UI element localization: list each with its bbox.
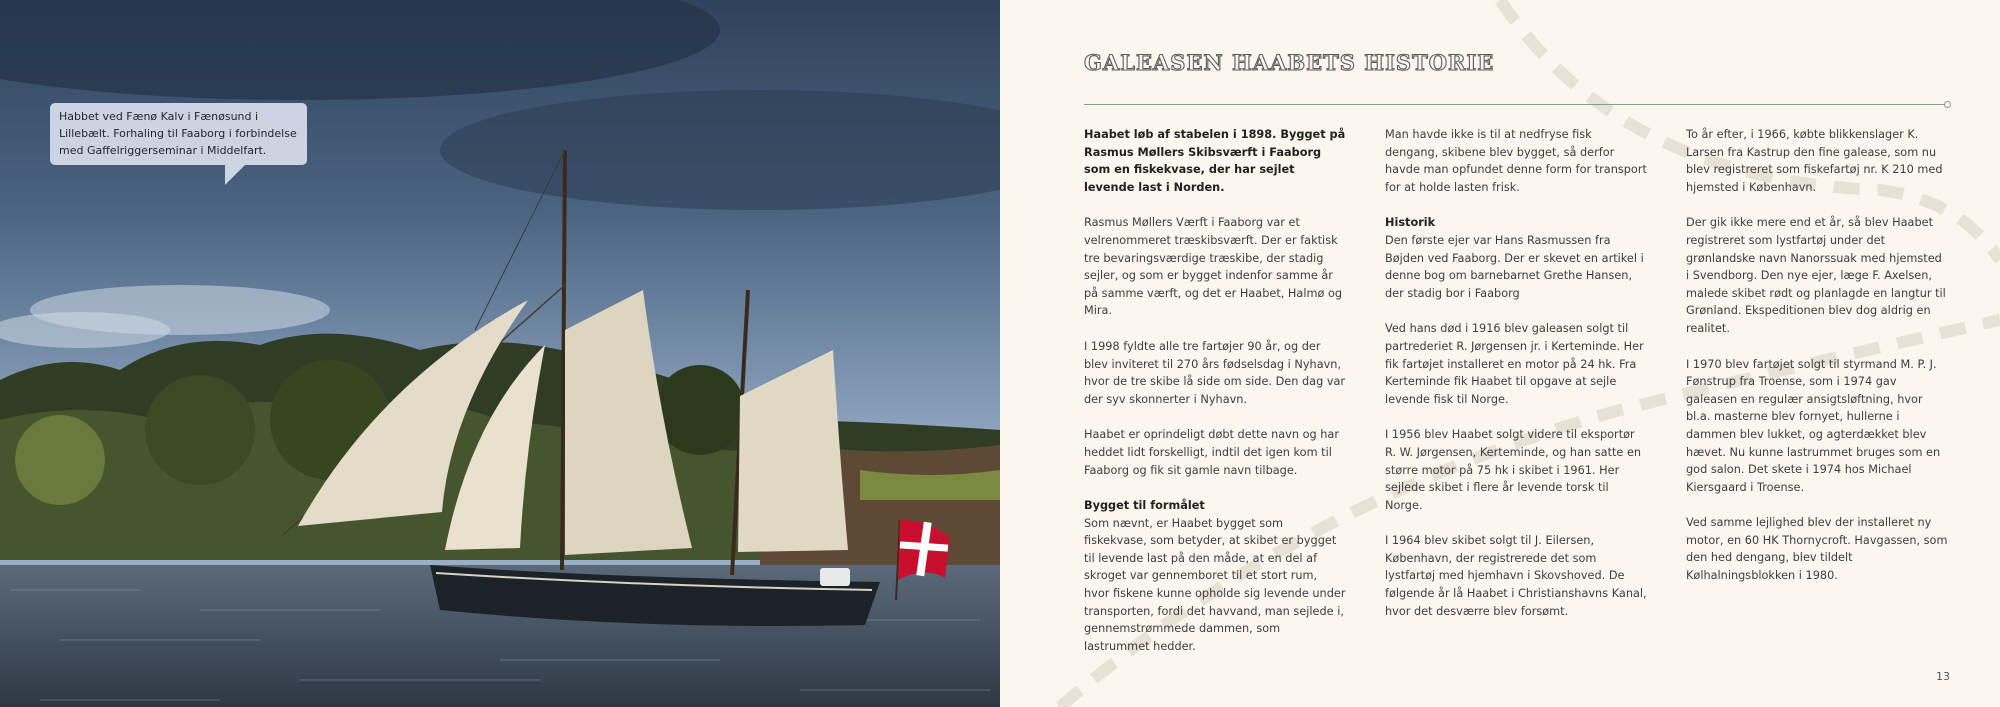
paragraph: I 1964 blev skibet solgt til J. Eilersen, København, der registrerede det som lystfartøj med hjemhavn i Skovshoved. De følgende år lå Haabet i Christianshavns Kanal, hvor det desværre blev forsømt. — [1385, 534, 1647, 618]
lead-paragraph: Haabet løb af stabelen i 1898. Bygget på Rasmus Møllers Skibsværft i Faaborg som en fiskekvase, der har sejlet levende last i Norden. — [1084, 128, 1346, 194]
page-number: 13 — [1936, 670, 1950, 683]
paragraph: Der gik ikke mere end et år, så blev Haabet registreret som lystfartøj under det grønlandske navn Nanorssuak med hjemsted i Svendborg. Den nye ejer, læge F. Axelsen, malede skibet rødt og planlagde en langtur til Grønland. Ekspeditionen blev dog aldrig en realitet. — [1686, 216, 1946, 335]
paragraph: Den første ejer var Hans Rasmussen fra Bøjden ved Faaborg. Der er skevet en artikel i denne bog om barnebarnet Grethe Hansen, der stadig bor i Faaborg — [1385, 233, 1644, 300]
paragraph: Ved hans død i 1916 blev galeasen solgt til partrederiet R. Jørgensen jr. i Kerteminde. Her fik fartøjet installeret en motor på 24 hk. Fra Kerteminde fik Haabet til opgave at sejle levende fisk til Norge. — [1385, 322, 1644, 406]
photo-caption: Habbet ved Fænø Kalv i Fænøsund i Lillebælt. Forhaling til Faaborg i forbindelse med Gaffelriggerseminar i Middelfart. — [50, 103, 307, 165]
paragraph: Som nævnt, er Haabet bygget som fiskekvase, som betyder, at skibet er bygget til levende last på den måde, at en del af skroget var gennemboret til et stort rum, hvor fiskene kunne opholde sig levende under transporten, fordi det havvand, man sejlede i, gennemstrømmede dammen, som lastrummet hedder. — [1084, 516, 1346, 653]
paragraph: I 1970 blev fartøjet solgt til styrmand M. P. J. Fønstrup fra Troense, som i 1974 gav galeasen en regulær ansigtsløftning, hvor bl.a. masterne blev fornyet, hullerne i dammen blev lukket, og agterdækket blev hævet. Nu kunne lastrummet bruges som en god salon. Det skete i 1974 hos Michael Kiersgaard i Troense. — [1686, 357, 1941, 494]
subheading-bygget: Bygget til formålet — [1084, 499, 1205, 513]
subheading-historik: Historik — [1385, 216, 1436, 230]
paragraph: Rasmus Møllers Værft i Faaborg var et velrenommeret træskibsværft. Der er faktisk tre bevaringsværdige træskibe, der stadig sejler, og som er bygget indenfor samme år på samme værft, og det er Haabet, Halmø og Mira. — [1084, 216, 1343, 318]
article-page — [1000, 0, 2000, 707]
text-column-1 — [1084, 126, 1346, 673]
paragraph: Haabet er oprindeligt døbt dette navn og har heddet lidt forskelligt, indtil det igen kom til Faaborg og fik sit gamle navn tilbage. — [1084, 428, 1339, 477]
paragraph: To år efter, i 1966, købte blikkenslager K. Larsen fra Kastrup den fine galease, som nu blev registreret som fiskefartøj nr. K 210 med hjemsted i København. — [1686, 128, 1943, 194]
text-column-3 — [1686, 126, 1948, 603]
rule-end-dot — [1944, 101, 1951, 108]
paragraph: Ved samme lejlighed blev der installeret ny motor, en 60 HK Thornycroft. Havgassen, som den hed dengang, blev tildelt Kølhalningsblokken i 1980. — [1686, 516, 1948, 583]
paragraph: Man havde ikke is til at nedfryse fisk dengang, skibene blev bygget, så derfor havde man opfundet denne form for transport for at holde lasten frisk. — [1385, 128, 1647, 194]
title-rule — [1084, 104, 1946, 105]
text-column-2 — [1385, 126, 1647, 638]
paragraph: I 1956 blev Haabet solgt videre til eksportør R. W. Jørgensen, Kerteminde, og han satte en større motor på 75 hk i skibet i 1961. Her sejlede skibet i flere år levende torsk til Norge. — [1385, 428, 1642, 512]
page-title: GALEASEN HAABETS HISTORIE — [1084, 50, 1495, 75]
paragraph: I 1998 fyldte alle tre fartøjer 90 år, og der blev inviteret til 270 års fødselsdag i Nyhavn, hvor de tre skibe lå side om side. Den dag var der syv skonnerter i Nyhavn. — [1084, 339, 1346, 406]
